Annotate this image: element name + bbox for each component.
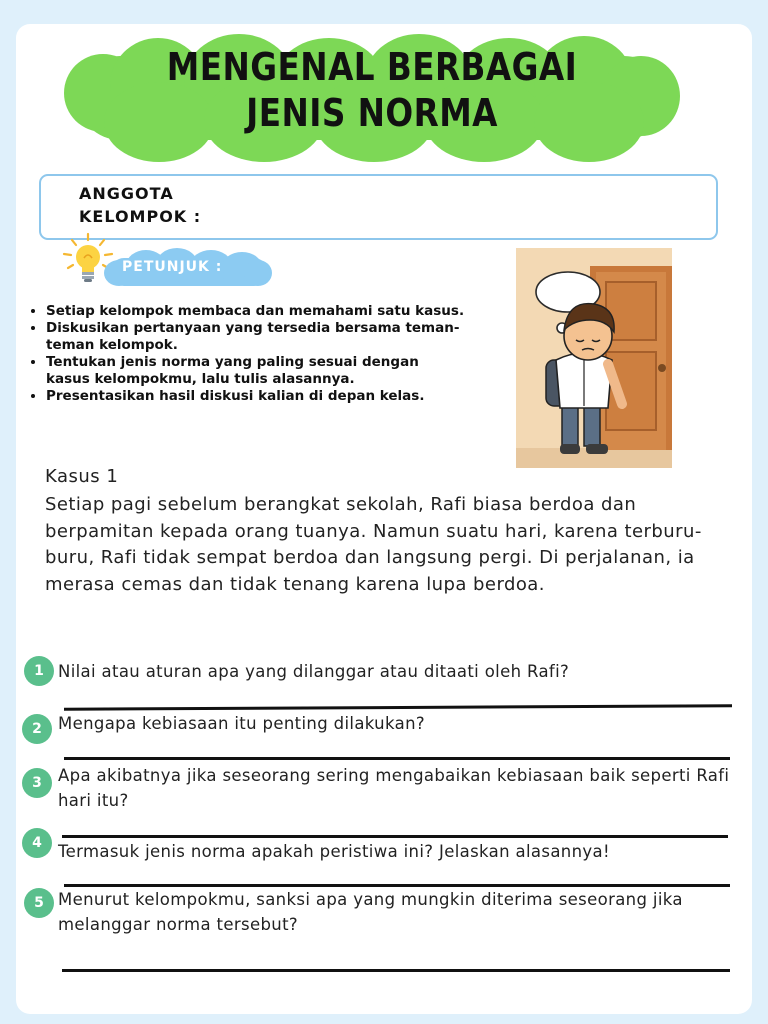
instruction-item: • Diskusikan pertanyaan yang tersedia bersama teman-teman kelompok. — [46, 320, 466, 354]
question-number-badge: 3 — [22, 768, 52, 798]
question-number-badge: 2 — [22, 714, 52, 744]
group-members-label: ANGGOTA KELOMPOK : — [79, 184, 202, 226]
instructions-list — [28, 303, 466, 405]
page-title — [107, 44, 637, 136]
instructions-header: PETUNJUK : — [122, 259, 223, 275]
question-text: Menurut kelompokmu, sanksi apa yang mungkin diterima seseorang jika melanggar norma tersebut? — [58, 890, 683, 934]
question-text: Mengapa kebiasaan itu penting dilakukan? — [58, 714, 425, 733]
answer-line[interactable] — [64, 757, 730, 760]
answer-line[interactable] — [62, 835, 728, 838]
instruction-item: • Tentukan jenis norma yang paling sesuai dengan kasus kelompokmu, lalu tulis alasannya. — [46, 354, 466, 388]
question-text: Apa akibatnya jika seseorang sering mengabaikan kebiasaan baik seperti Rafi hari itu? — [58, 766, 730, 810]
title-line-2: JENIS NORMA — [246, 91, 498, 135]
case-body: Setiap pagi sebelum berangkat sekolah, Rafi biasa berdoa dan berpamitan kepada orang tuanya. Namun suatu hari, karena terburu-buru, Rafi tidak sempat berdoa dan langsung pergi. Di perjalanan, ia merasa cemas dan tidak tenang karena lupa berdoa. — [45, 494, 702, 595]
question-text: Termasuk jenis norma apakah peristiwa ini? Jelaskan alasannya! — [58, 842, 610, 861]
title-line-1: MENGENAL BERBAGAI — [166, 45, 578, 89]
answer-line[interactable] — [62, 969, 730, 972]
instruction-item: • Presentasikan hasil diskusi kalian di depan kelas. — [46, 388, 466, 405]
worried-student-illustration — [516, 248, 672, 468]
question-number-badge: 5 — [24, 888, 54, 918]
group-members-box[interactable] — [39, 174, 718, 240]
question-number-badge: 4 — [22, 828, 52, 858]
question-number-badge: 1 — [24, 656, 54, 686]
question-text: Nilai atau aturan apa yang dilanggar atau ditaati oleh Rafi? — [58, 662, 570, 681]
case-title: Kasus 1 — [45, 466, 119, 487]
instruction-item: • Setiap kelompok membaca dan memahami satu kasus. — [46, 303, 466, 320]
